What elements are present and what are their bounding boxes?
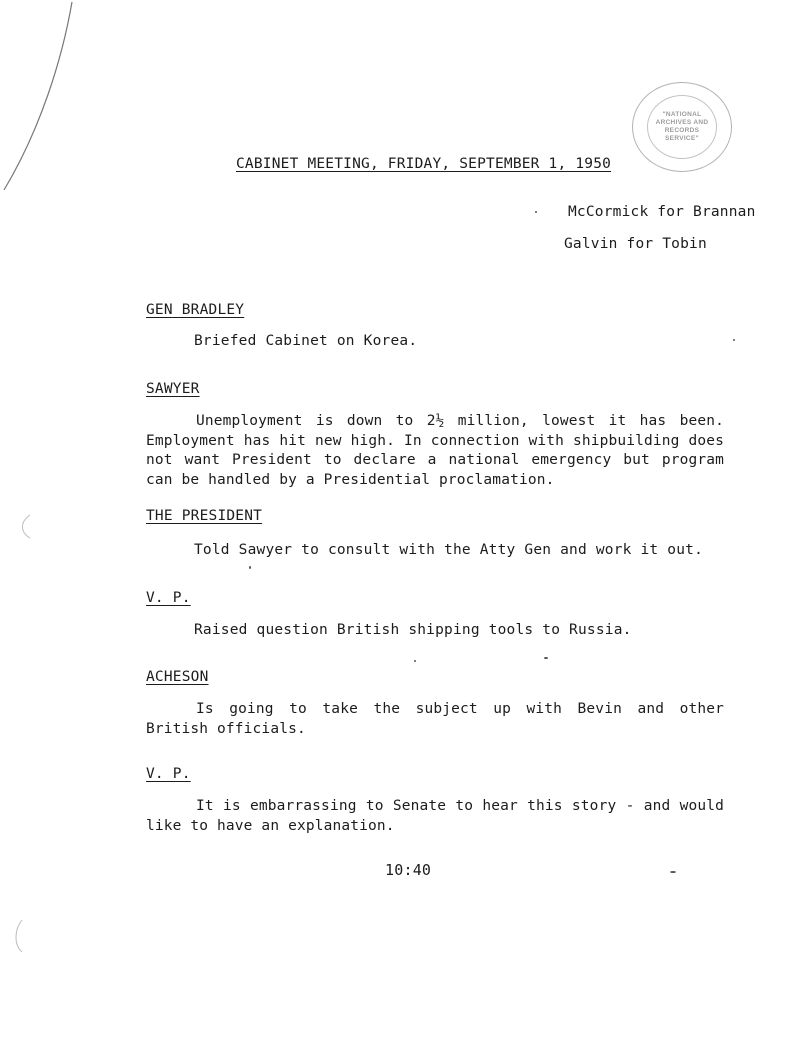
- section-text: It is embarrassing to Senate to hear this story - and would like to have an explanation.: [146, 798, 724, 834]
- section-text: Unemployment is down to 2½ million, lowest it has been. Employment has hit new high. In connection with shipbuilding does not want President to declare a national emergency but program can be handled by a Presidential proclamation.: [146, 413, 724, 488]
- scan-speck: [733, 339, 735, 341]
- section-text: Told Sawyer to consult with the Atty Gen and work it out.: [194, 542, 703, 558]
- page-time-marker: 10:40: [385, 861, 432, 879]
- section-paragraph: [146, 797, 724, 836]
- speaker-heading: V. P.: [146, 766, 191, 782]
- scan-speck: [535, 211, 537, 213]
- section-text: Is going to take the subject up with Bevin and other British officials.: [146, 701, 724, 737]
- speaker-heading: ACHESON: [146, 669, 209, 685]
- archive-stamp: [632, 82, 732, 172]
- scan-speck: [249, 566, 251, 569]
- speaker-heading: V. P.: [146, 590, 191, 606]
- stamp-text: "NATIONAL ARCHIVES AND RECORDS SERVICE": [655, 111, 709, 142]
- scan-speck: [670, 871, 676, 873]
- speaker-heading: SAWYER: [146, 381, 200, 397]
- scan-speck: [544, 657, 548, 659]
- section-text: Briefed Cabinet on Korea.: [194, 333, 418, 349]
- section-text: Raised question British shipping tools to Russia.: [194, 622, 632, 638]
- document-title: CABINET MEETING, FRIDAY, SEPTEMBER 1, 1950: [236, 156, 612, 172]
- scan-speck: [414, 660, 416, 662]
- speaker-heading: THE PRESIDENT: [146, 508, 263, 524]
- attendee-line-1: McCormick for Brannan: [568, 204, 756, 220]
- section-paragraph: [146, 700, 724, 739]
- attendee-line-2: Galvin for Tobin: [564, 236, 707, 252]
- speaker-heading: GEN BRADLEY: [146, 302, 245, 318]
- section-paragraph: [146, 412, 724, 490]
